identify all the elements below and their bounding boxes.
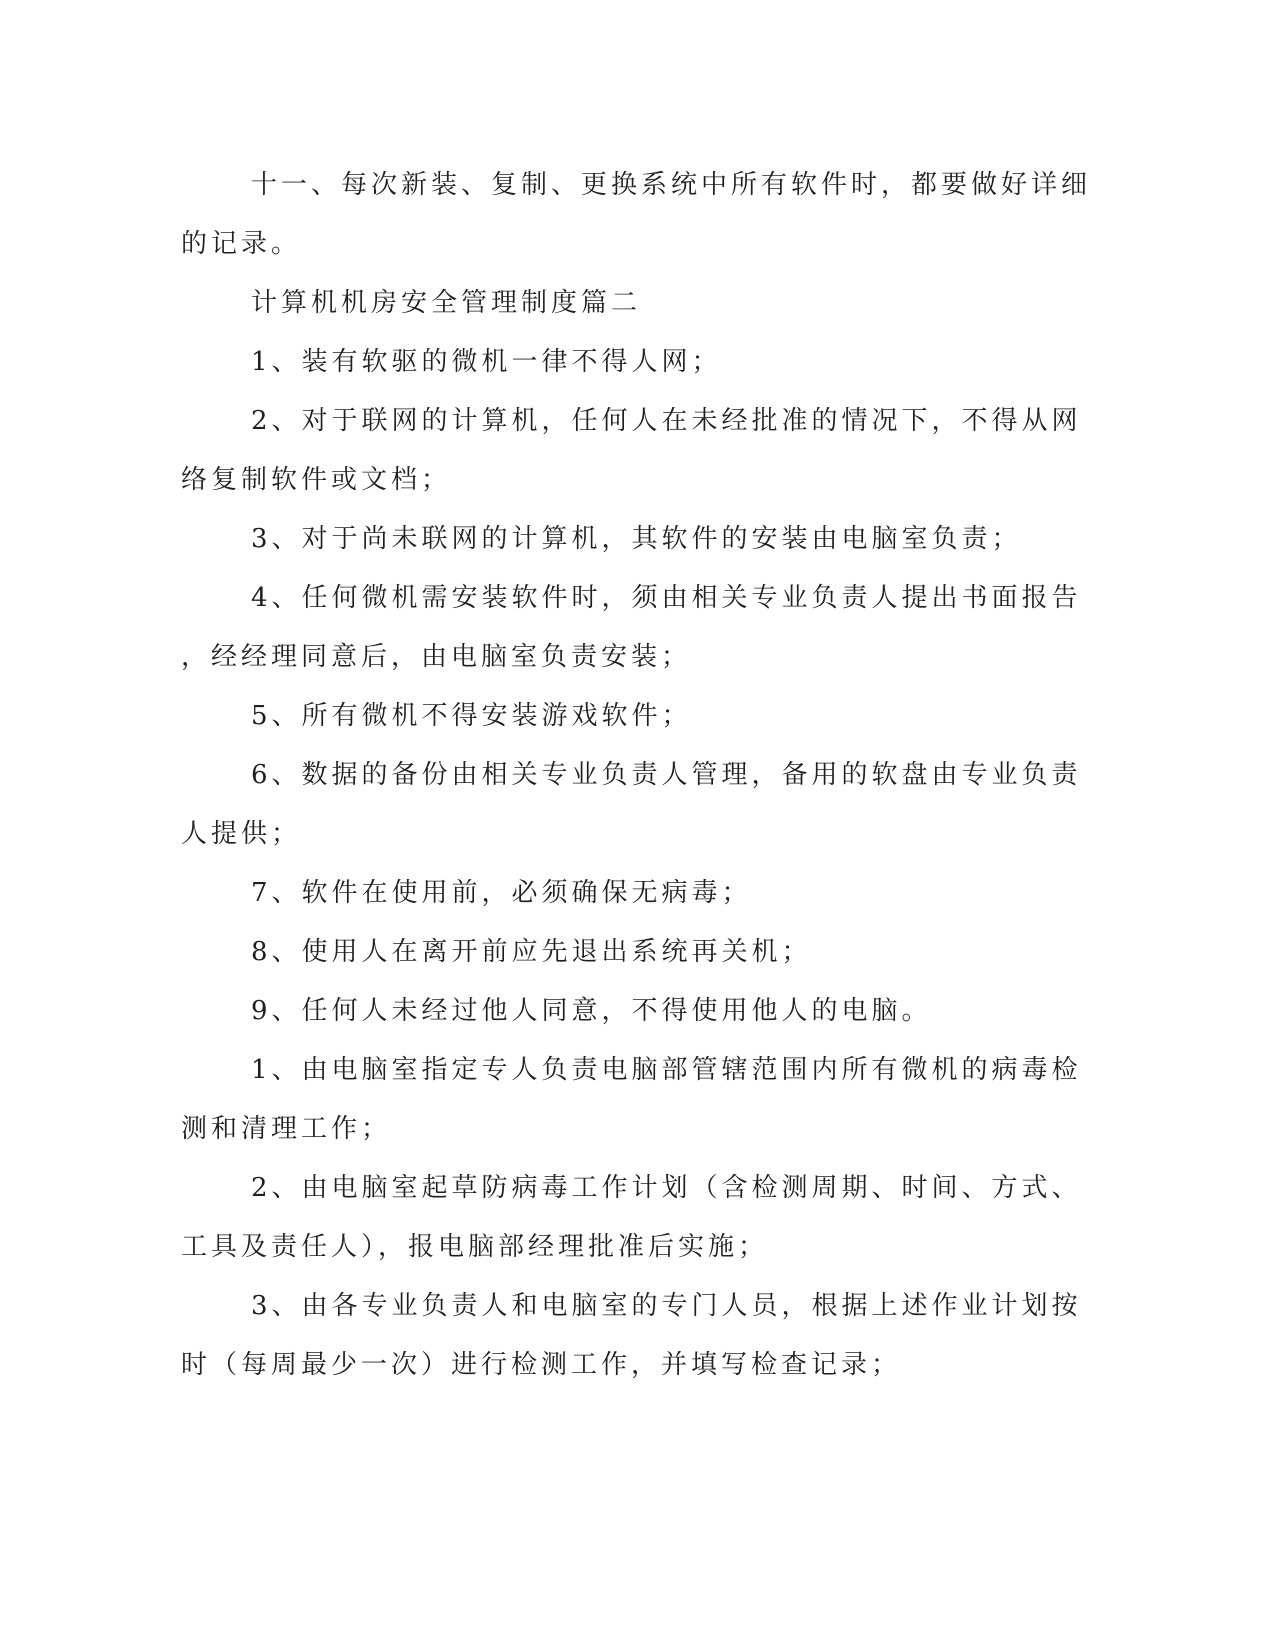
paragraph-line: 人提供； [181, 819, 302, 849]
paragraph-line: 的记录。 [181, 229, 302, 259]
section-heading: 计算机机房安全管理制度篇二 [251, 288, 642, 318]
paragraph-line: ，经经理同意后，由电脑室负责安装； [181, 642, 692, 672]
paragraph-line: 1、由电脑室指定专人负责电脑部管辖范围内所有微机的病毒检 [251, 1055, 1082, 1085]
paragraph-line: 时（每周最少一次）进行检测工作，并填写检查记录； [181, 1350, 902, 1380]
paragraph-line: 1、装有软驱的微机一律不得人网； [251, 347, 722, 377]
paragraph-line: 3、对于尚未联网的计算机，其软件的安装由电脑室负责； [251, 524, 1022, 554]
paragraph-line: 2、由电脑室起草防病毒工作计划（含检测周期、时间、方式、 [251, 1173, 1082, 1203]
paragraph-line: 十一、每次新装、复制、更换系统中所有软件时，都要做好详细 [251, 170, 1092, 200]
paragraph-line: 3、由各专业负责人和电脑室的专门人员，根据上述作业计划按 [251, 1291, 1082, 1321]
paragraph-line: 络复制软件或文档； [181, 465, 452, 495]
paragraph-line: 工具及责任人），报电脑部经理批准后实施； [181, 1232, 769, 1262]
paragraph-line: 8、使用人在离开前应先退出系统再关机； [251, 937, 812, 967]
paragraph-line: 7、软件在使用前，必须确保无病毒； [251, 878, 752, 908]
paragraph-line: 2、对于联网的计算机，任何人在未经批准的情况下，不得从网 [251, 406, 1082, 436]
paragraph-line: 5、所有微机不得安装游戏软件； [251, 701, 692, 731]
paragraph-line: 4、任何微机需安装软件时，须由相关专业负责人提出书面报告 [251, 583, 1082, 613]
paragraph-line: 9、任何人未经过他人同意，不得使用他人的电脑。 [251, 996, 932, 1026]
document-body [181, 156, 1092, 1395]
paragraph-line: 6、数据的备份由相关专业负责人管理，备用的软盘由专业负责 [251, 760, 1082, 790]
paragraph-line: 测和清理工作； [181, 1114, 392, 1144]
